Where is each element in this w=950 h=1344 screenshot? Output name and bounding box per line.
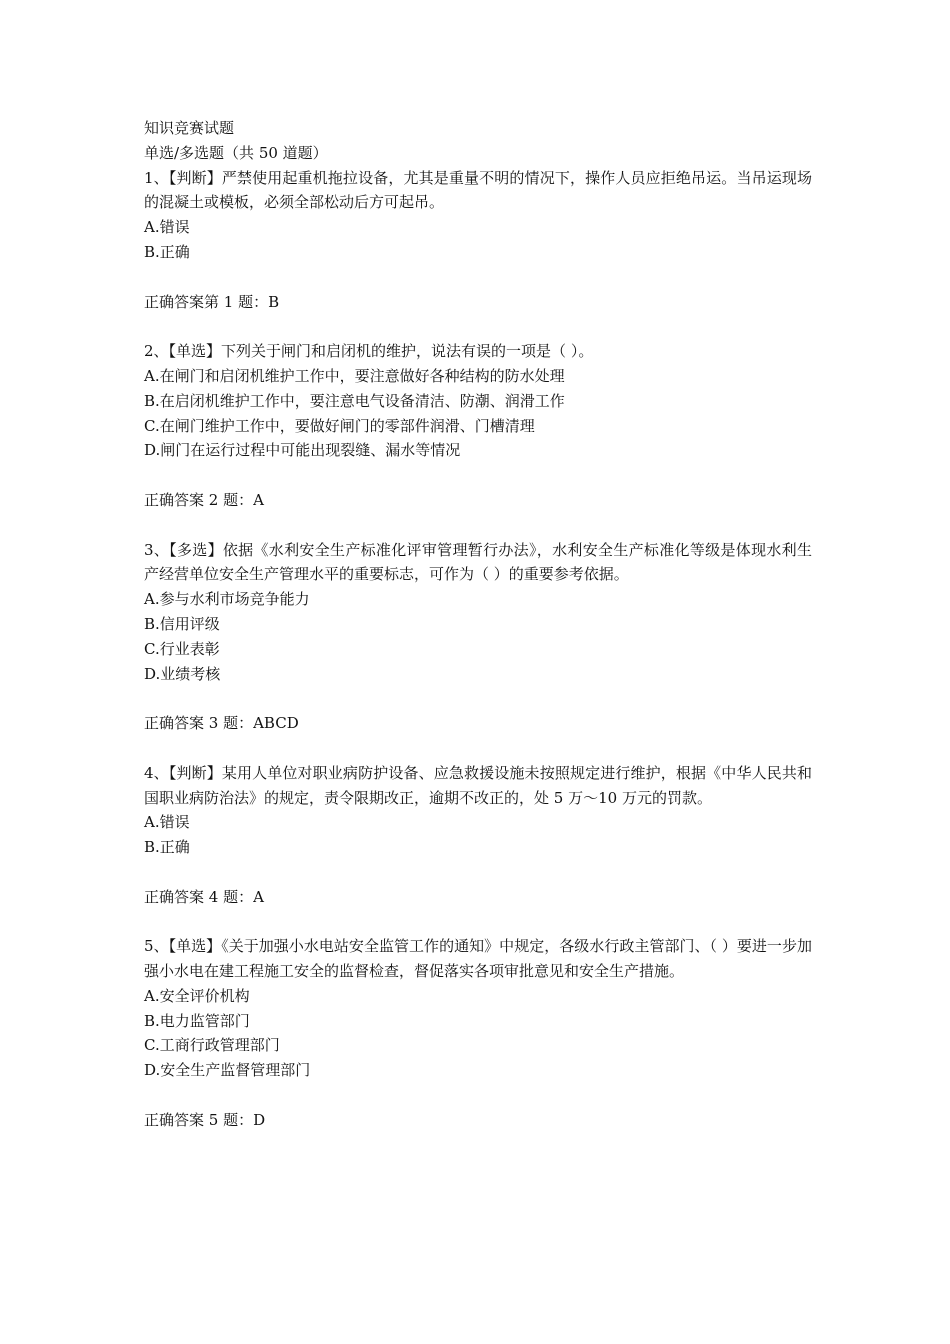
question-stem: 1、【判断】严禁使用起重机拖拉设备，尤其是重量不明的情况下，操作人员应拒绝吊运。当吊运现场的混凝土或模板，必须全部松动后方可起吊。 — [144, 168, 812, 212]
option-a: A.错误 — [144, 813, 190, 832]
answer-line: 正确答案 2 题：A — [144, 490, 264, 509]
question-3 — [144, 538, 812, 736]
option-c: C.在闸门维护工作中，要做好闸门的零部件润滑、门槽清理 — [144, 416, 535, 435]
answer-line: 正确答案第 1 题：B — [144, 292, 280, 311]
answer-line: 正确答案 5 题：D — [144, 1110, 266, 1129]
document-title: 知识竞赛试题 — [144, 119, 235, 137]
option-b: B.电力监管部门 — [144, 1011, 250, 1030]
question-stem: 3、【多选】依据《水利安全生产标准化评审管理暂行办法》，水利安全生产标准化等级是体现水利生产经营单位安全生产管理水平的重要标志，可作为（ ）的重要参考依据。 — [144, 540, 812, 584]
option-b: B.信用评级 — [144, 614, 220, 633]
question-stem: 5、【单选】《关于加强小水电站安全监管工作的通知》中规定，各级水行政主管部门、（ ）要进一步加强小水电在建工程施工安全的监督检查，督促落实各项审批意见和安全生产措施。 — [144, 937, 812, 981]
option-a: A.安全评价机构 — [144, 986, 250, 1005]
option-b: B.正确 — [144, 242, 190, 261]
question-1 — [144, 166, 812, 315]
option-b: B.在启闭机维护工作中，要注意电气设备清洁、防潮、润滑工作 — [144, 391, 565, 410]
option-d: D.安全生产监督管理部门 — [144, 1061, 311, 1080]
question-2 — [144, 339, 812, 513]
option-a: A.错误 — [144, 218, 190, 237]
option-c: C.行业表彰 — [144, 639, 220, 658]
question-stem: 4、【判断】某用人单位对职业病防护设备、应急救援设施未按照规定进行维护，根据《中华人民共和国职业病防治法》的规定，责令限期改正，逾期不改正的，处 5 万～10 万元的罚款。 — [144, 763, 812, 807]
option-c: C.工商行政管理部门 — [144, 1036, 280, 1055]
section-heading: 单选/多选题（共 50 道题） — [144, 143, 328, 162]
option-d: D.闸门在运行过程中可能出现裂缝、漏水等情况 — [144, 441, 461, 460]
answer-line: 正确答案 3 题：ABCD — [144, 714, 299, 733]
question-5 — [144, 934, 812, 1132]
question-stem: 2、【单选】下列关于闸门和启闭机的维护，说法有误的一项是（ ）。 — [144, 342, 594, 361]
option-a: A.参与水利市场竞争能力 — [144, 590, 310, 609]
option-d: D.业绩考核 — [144, 664, 221, 683]
option-a: A.在闸门和启闭机维护工作中，要注意做好各种结构的防水处理 — [144, 366, 565, 385]
question-4 — [144, 761, 812, 910]
option-b: B.正确 — [144, 838, 190, 857]
answer-line: 正确答案 4 题：A — [144, 887, 264, 906]
document-page — [144, 116, 812, 1157]
